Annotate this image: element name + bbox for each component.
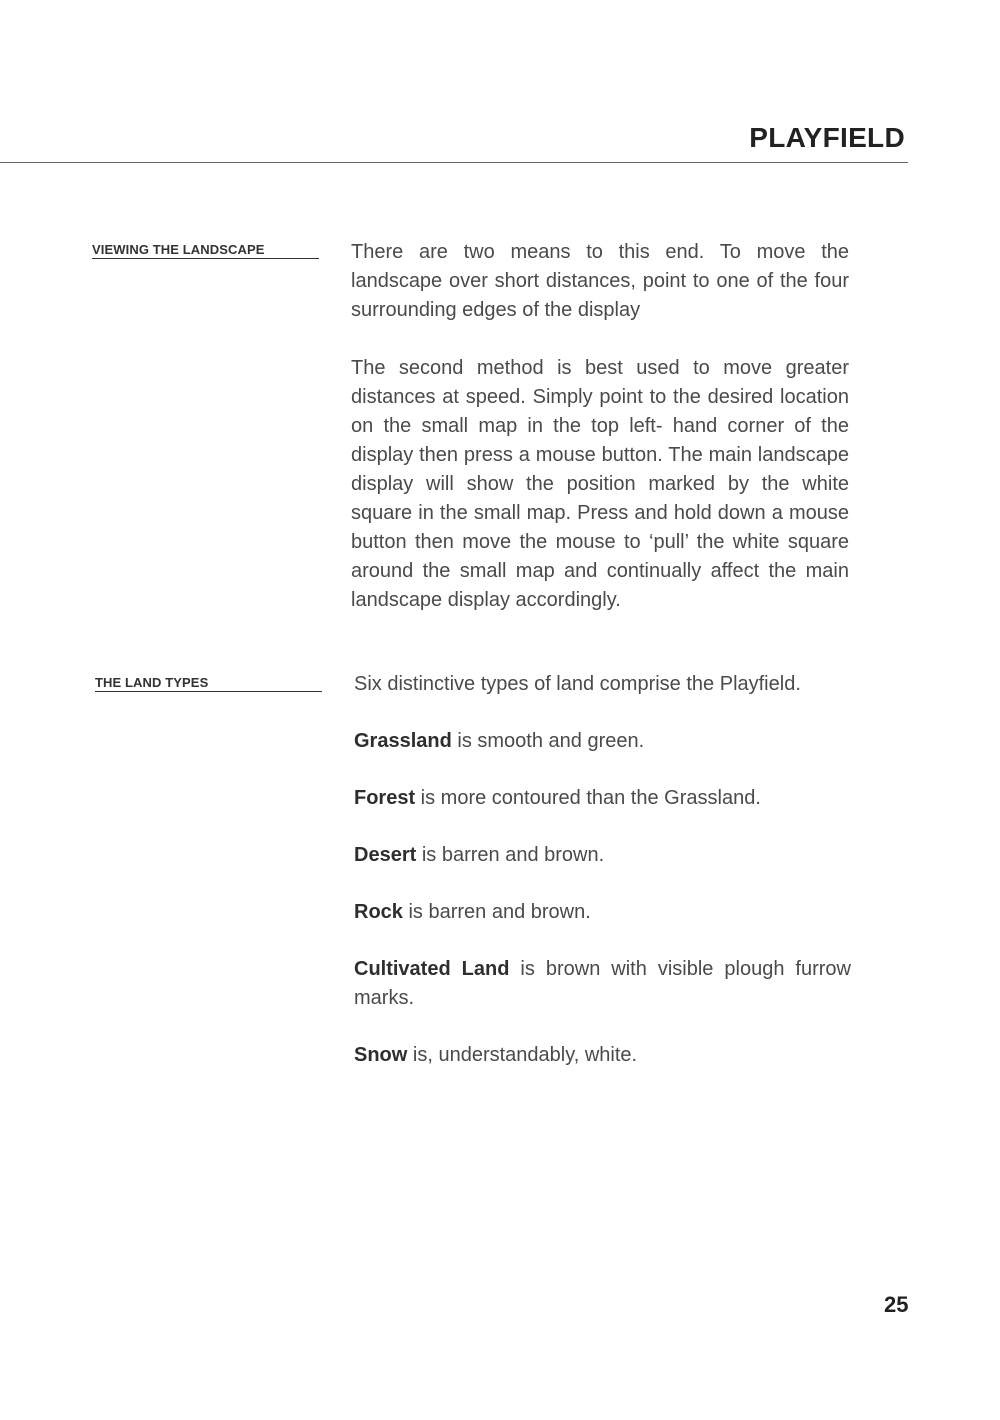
page-title: PLAYFIELD: [749, 122, 905, 153]
section-heading-viewing-the-landscape: VIEWING THE LANDSCAPE: [92, 242, 319, 259]
paragraph: The second method is best used to move greater distances at speed. Simply point to the desired location on the small map in the top left- hand corner of the display then press a mouse button. The main landscape display will show the position marked by the white square in the small map. Press and hold down a mouse button then move the mouse to ‘pull’ the white square around the small map and continually affect the main landscape display accordingly.: [351, 357, 849, 611]
paragraph: There are two means to this end. To move the landscape over short distances, point to one of the four surrounding edges of the display: [351, 241, 849, 321]
page-number: 25: [884, 1292, 909, 1317]
land-type-description: is, understandably, white.: [407, 1044, 638, 1066]
land-type-forest: [354, 784, 851, 813]
land-type-grassland: [354, 727, 851, 756]
land-type-term: Cultivated Land: [354, 958, 510, 980]
land-type-term: Grassland: [354, 730, 452, 752]
land-type-snow: [354, 1041, 851, 1070]
section-heading-the-land-types: THE LAND TYPES: [95, 675, 322, 692]
land-type-description: is barren and brown.: [402, 901, 591, 923]
land-type-description: is brown with visible plough furrow marks.: [354, 958, 851, 1009]
land-type-description: is barren and brown.: [416, 844, 605, 866]
land-type-desert: [354, 841, 851, 870]
section-body-viewing-the-landscape: [351, 238, 849, 615]
header-divider: [0, 162, 908, 163]
land-type-term: Forest: [354, 787, 416, 809]
land-type-description: is more contoured than the Grassland.: [415, 787, 761, 809]
section-body-the-land-types: [354, 670, 851, 1098]
land-types-intro: Six distinctive types of land comprise the Playfield.: [354, 673, 801, 695]
land-type-term: Snow: [354, 1044, 408, 1066]
land-type-rock: [354, 898, 851, 927]
land-type-term: Desert: [354, 844, 417, 866]
land-type-cultivated-land: [354, 955, 851, 1013]
land-type-term: Rock: [354, 901, 403, 923]
land-type-description: is smooth and green.: [451, 730, 645, 752]
